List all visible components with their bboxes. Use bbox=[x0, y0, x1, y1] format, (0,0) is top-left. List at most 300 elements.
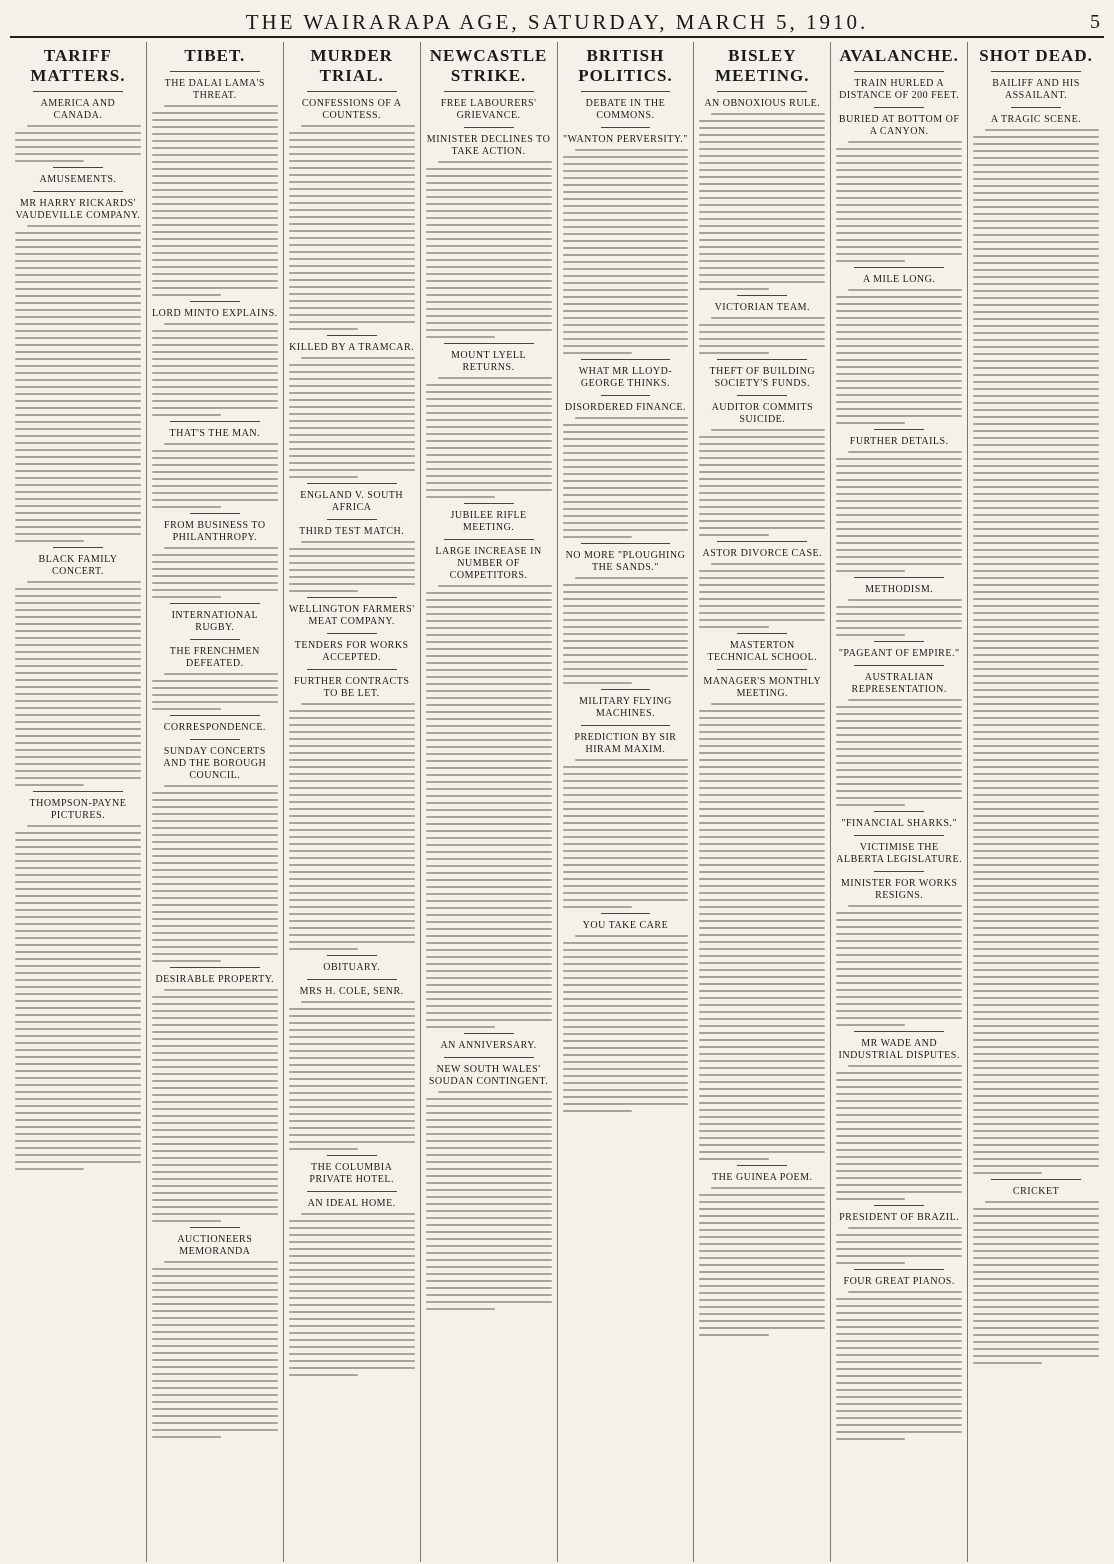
text-line bbox=[426, 1308, 495, 1310]
text-line bbox=[973, 423, 1099, 425]
text-line bbox=[289, 1297, 415, 1299]
article-body bbox=[836, 699, 962, 806]
text-line bbox=[426, 398, 552, 400]
text-line bbox=[699, 183, 825, 185]
text-line bbox=[699, 626, 768, 628]
text-line bbox=[563, 473, 689, 475]
text-line bbox=[426, 725, 552, 727]
text-line bbox=[152, 1213, 278, 1215]
text-line bbox=[836, 727, 962, 729]
section-heading: AN ANNIVERSARY. bbox=[440, 1040, 537, 1051]
text-line bbox=[15, 1042, 141, 1044]
article-body bbox=[563, 417, 689, 538]
text-line bbox=[289, 1332, 415, 1334]
text-line bbox=[152, 231, 278, 233]
text-line bbox=[973, 563, 1099, 565]
section-heading: CONFESSIONS OF A COUNTESS. bbox=[301, 98, 402, 121]
text-line bbox=[152, 1373, 278, 1375]
text-line bbox=[836, 954, 962, 956]
text-line bbox=[699, 485, 825, 487]
text-line bbox=[973, 402, 1099, 404]
text-line bbox=[15, 330, 141, 332]
text-line bbox=[699, 1032, 825, 1034]
text-line bbox=[289, 279, 415, 281]
text-line bbox=[563, 494, 689, 496]
text-line bbox=[426, 865, 552, 867]
text-line bbox=[426, 238, 552, 240]
text-line bbox=[152, 1303, 278, 1305]
text-line bbox=[289, 1029, 415, 1031]
divider bbox=[737, 395, 787, 396]
article-body bbox=[973, 1201, 1099, 1364]
text-line bbox=[699, 1151, 825, 1153]
text-line bbox=[836, 1361, 962, 1363]
text-line bbox=[563, 198, 689, 200]
text-line bbox=[973, 535, 1099, 537]
text-line bbox=[289, 1106, 415, 1108]
text-line bbox=[289, 1227, 415, 1229]
text-line bbox=[973, 542, 1099, 544]
section-heading: MOUNT LYELL RETURNS. bbox=[450, 350, 527, 373]
text-line bbox=[973, 332, 1099, 334]
text-line bbox=[289, 1290, 415, 1292]
text-line bbox=[426, 844, 552, 846]
text-line bbox=[152, 351, 278, 353]
text-line bbox=[973, 409, 1099, 411]
text-line bbox=[289, 223, 415, 225]
text-line bbox=[848, 599, 962, 601]
text-line bbox=[973, 577, 1099, 579]
text-line bbox=[289, 321, 415, 323]
text-line bbox=[563, 177, 689, 179]
column-headline: TIBET. bbox=[184, 46, 246, 65]
article-body bbox=[563, 759, 689, 908]
text-line bbox=[563, 1026, 689, 1028]
divider bbox=[170, 421, 260, 422]
text-line bbox=[836, 790, 962, 792]
divider bbox=[170, 603, 260, 604]
text-line bbox=[973, 829, 1099, 831]
text-line bbox=[289, 1008, 415, 1010]
text-line bbox=[15, 832, 141, 834]
text-line bbox=[973, 1257, 1099, 1259]
text-line bbox=[973, 1172, 1042, 1174]
article-body bbox=[289, 125, 415, 330]
text-line bbox=[289, 441, 415, 443]
text-line bbox=[836, 783, 962, 785]
text-line bbox=[289, 448, 415, 450]
text-line bbox=[152, 161, 278, 163]
text-line bbox=[985, 1201, 1099, 1203]
text-line bbox=[973, 304, 1099, 306]
text-line bbox=[289, 1339, 415, 1341]
text-line bbox=[426, 704, 552, 706]
text-line bbox=[152, 147, 278, 149]
text-line bbox=[973, 262, 1099, 264]
text-line bbox=[699, 1158, 768, 1160]
text-line bbox=[289, 385, 415, 387]
text-line bbox=[15, 428, 141, 430]
text-line bbox=[699, 513, 825, 515]
text-line bbox=[15, 888, 141, 890]
text-line bbox=[848, 699, 962, 701]
text-line bbox=[426, 1161, 552, 1163]
text-line bbox=[426, 1175, 552, 1177]
text-line bbox=[973, 1123, 1099, 1125]
text-line bbox=[563, 682, 632, 684]
text-line bbox=[973, 1278, 1099, 1280]
divider bbox=[464, 1033, 514, 1034]
text-line bbox=[563, 780, 689, 782]
text-line bbox=[152, 280, 278, 282]
text-line bbox=[152, 478, 278, 480]
text-line bbox=[973, 906, 1099, 908]
text-line bbox=[289, 174, 415, 176]
text-line bbox=[836, 919, 962, 921]
text-line bbox=[426, 739, 552, 741]
text-line bbox=[836, 1128, 962, 1130]
section-heading: FREE LABOURERS' GRIEVANCE. bbox=[440, 98, 537, 121]
text-line bbox=[426, 802, 552, 804]
text-line bbox=[563, 191, 689, 193]
article-body bbox=[836, 1291, 962, 1440]
text-line bbox=[289, 406, 415, 408]
text-line bbox=[152, 1359, 278, 1361]
text-line bbox=[15, 288, 141, 290]
column-1 bbox=[10, 42, 147, 1562]
section-heading: "FINANCIAL SHARKS." bbox=[841, 818, 957, 829]
text-line bbox=[426, 599, 552, 601]
text-line bbox=[836, 968, 962, 970]
text-line bbox=[152, 358, 278, 360]
text-line bbox=[164, 989, 278, 991]
text-line bbox=[426, 336, 495, 338]
article-body bbox=[152, 785, 278, 962]
divider bbox=[170, 967, 260, 968]
text-line bbox=[836, 176, 962, 178]
text-line bbox=[563, 233, 689, 235]
text-line bbox=[699, 983, 825, 985]
text-line bbox=[426, 475, 552, 477]
text-line bbox=[15, 372, 141, 374]
text-line bbox=[973, 941, 1099, 943]
text-line bbox=[426, 440, 552, 442]
text-line bbox=[289, 780, 415, 782]
text-line bbox=[15, 916, 141, 918]
text-line bbox=[289, 794, 415, 796]
text-line bbox=[699, 120, 825, 122]
divider bbox=[601, 913, 651, 914]
text-line bbox=[973, 283, 1099, 285]
text-line bbox=[152, 1401, 278, 1403]
text-line bbox=[15, 1077, 141, 1079]
text-line bbox=[836, 1431, 962, 1433]
text-line bbox=[699, 520, 825, 522]
text-line bbox=[426, 1133, 552, 1135]
column-4 bbox=[421, 42, 558, 1562]
text-line bbox=[699, 997, 825, 999]
section-heading: FURTHER DETAILS. bbox=[849, 436, 949, 447]
text-line bbox=[973, 1144, 1099, 1146]
text-line bbox=[699, 955, 825, 957]
text-line bbox=[563, 459, 689, 461]
text-line bbox=[152, 883, 278, 885]
text-line bbox=[563, 675, 689, 677]
text-line bbox=[836, 542, 962, 544]
text-line bbox=[426, 447, 552, 449]
text-line bbox=[152, 1010, 278, 1012]
text-line bbox=[289, 420, 415, 422]
text-line bbox=[164, 673, 278, 675]
text-line bbox=[426, 1259, 552, 1261]
section-heading: OBITUARY. bbox=[323, 962, 381, 973]
text-line bbox=[289, 822, 415, 824]
article-body bbox=[836, 141, 962, 262]
text-line bbox=[15, 1119, 141, 1121]
text-line bbox=[152, 224, 278, 226]
text-line bbox=[836, 296, 962, 298]
text-line bbox=[152, 1408, 278, 1410]
text-line bbox=[836, 479, 962, 481]
text-line bbox=[289, 1367, 415, 1369]
text-line bbox=[973, 395, 1099, 397]
text-line bbox=[15, 1105, 141, 1107]
text-line bbox=[699, 1201, 825, 1203]
article-body bbox=[152, 105, 278, 296]
text-line bbox=[152, 855, 278, 857]
text-line bbox=[699, 281, 825, 283]
text-line bbox=[699, 246, 825, 248]
text-line bbox=[152, 694, 278, 696]
text-line bbox=[426, 1252, 552, 1254]
text-line bbox=[563, 205, 689, 207]
text-line bbox=[152, 1331, 278, 1333]
text-line bbox=[836, 1121, 962, 1123]
text-line bbox=[836, 1241, 962, 1243]
text-line bbox=[836, 804, 905, 806]
text-line bbox=[973, 255, 1099, 257]
text-line bbox=[152, 1296, 278, 1298]
divider bbox=[854, 71, 944, 72]
text-line bbox=[699, 598, 825, 600]
section-heading: DISORDERED FINANCE. bbox=[564, 402, 687, 413]
text-line bbox=[836, 1093, 962, 1095]
text-line bbox=[426, 935, 552, 937]
text-line bbox=[152, 1366, 278, 1368]
text-line bbox=[973, 920, 1099, 922]
text-line bbox=[973, 1095, 1099, 1097]
text-line bbox=[563, 310, 689, 312]
text-line bbox=[836, 415, 962, 417]
text-line bbox=[563, 794, 689, 796]
text-line bbox=[426, 613, 552, 615]
text-line bbox=[973, 1165, 1099, 1167]
article-body bbox=[152, 1261, 278, 1438]
text-line bbox=[426, 893, 552, 895]
text-line bbox=[15, 721, 141, 723]
text-line bbox=[426, 482, 552, 484]
text-line bbox=[699, 808, 825, 810]
text-line bbox=[426, 1266, 552, 1268]
text-line bbox=[836, 1198, 905, 1200]
text-line bbox=[699, 948, 825, 950]
section-heading: SUNDAY CONCERTS AND THE BOROUGH COUNCIL. bbox=[163, 746, 267, 781]
text-line bbox=[699, 169, 825, 171]
text-line bbox=[15, 533, 141, 535]
text-line bbox=[289, 738, 415, 740]
text-line bbox=[973, 1151, 1099, 1153]
text-line bbox=[973, 892, 1099, 894]
text-line bbox=[15, 1028, 141, 1030]
text-line bbox=[152, 561, 278, 563]
text-line bbox=[563, 970, 689, 972]
text-line bbox=[699, 1243, 825, 1245]
section-heading: BURIED AT BOTTOM OF A CANYON. bbox=[838, 114, 960, 137]
text-line bbox=[563, 275, 689, 277]
text-line bbox=[836, 961, 962, 963]
text-line bbox=[152, 238, 278, 240]
text-line bbox=[711, 429, 825, 431]
section-heading: THOMPSON-PAYNE PICTURES. bbox=[29, 798, 127, 821]
text-line bbox=[152, 806, 278, 808]
text-line bbox=[289, 829, 415, 831]
text-line bbox=[426, 1238, 552, 1240]
article-body bbox=[152, 673, 278, 710]
text-line bbox=[699, 141, 825, 143]
text-line bbox=[848, 1065, 962, 1067]
text-line bbox=[152, 407, 278, 409]
text-line bbox=[699, 162, 825, 164]
text-line bbox=[152, 1199, 278, 1201]
text-line bbox=[426, 1140, 552, 1142]
text-line bbox=[152, 203, 278, 205]
text-line bbox=[289, 1036, 415, 1038]
text-line bbox=[973, 1046, 1099, 1048]
text-line bbox=[973, 528, 1099, 530]
text-line bbox=[836, 1298, 962, 1300]
text-line bbox=[289, 139, 415, 141]
divider bbox=[327, 633, 377, 634]
divider bbox=[307, 1191, 397, 1192]
text-line bbox=[973, 584, 1099, 586]
text-line bbox=[563, 584, 689, 586]
text-line bbox=[563, 906, 632, 908]
divider bbox=[717, 541, 807, 542]
text-line bbox=[699, 773, 825, 775]
text-line bbox=[699, 436, 825, 438]
text-line bbox=[973, 871, 1099, 873]
text-line bbox=[563, 261, 689, 263]
divider bbox=[874, 811, 924, 812]
text-line bbox=[15, 274, 141, 276]
text-line bbox=[699, 766, 825, 768]
text-line bbox=[699, 155, 825, 157]
text-line bbox=[289, 1318, 415, 1320]
text-line bbox=[699, 843, 825, 845]
text-line bbox=[973, 738, 1099, 740]
section-heading: BAILIFF AND HIS ASSAILANT. bbox=[992, 78, 1080, 101]
text-line bbox=[164, 1261, 278, 1263]
text-line bbox=[836, 239, 962, 241]
text-line bbox=[973, 206, 1099, 208]
masthead bbox=[10, 8, 1104, 38]
text-line bbox=[973, 444, 1099, 446]
text-line bbox=[289, 724, 415, 726]
article-body bbox=[836, 905, 962, 1026]
text-line bbox=[836, 225, 962, 227]
text-line bbox=[289, 364, 415, 366]
text-line bbox=[289, 1064, 415, 1066]
text-line bbox=[152, 862, 278, 864]
text-line bbox=[15, 267, 141, 269]
text-line bbox=[563, 864, 689, 866]
text-line bbox=[15, 937, 141, 939]
text-line bbox=[836, 211, 962, 213]
text-line bbox=[15, 972, 141, 974]
text-line bbox=[699, 218, 825, 220]
divider bbox=[737, 295, 787, 296]
text-line bbox=[563, 452, 689, 454]
text-line bbox=[426, 627, 552, 629]
text-line bbox=[426, 669, 552, 671]
text-line bbox=[973, 1222, 1099, 1224]
text-line bbox=[575, 935, 689, 937]
text-line bbox=[973, 451, 1099, 453]
text-line bbox=[699, 913, 825, 915]
text-line bbox=[426, 900, 552, 902]
text-line bbox=[289, 1022, 415, 1024]
text-line bbox=[836, 769, 962, 771]
text-line bbox=[973, 913, 1099, 915]
text-line bbox=[563, 1033, 689, 1035]
text-line bbox=[699, 225, 825, 227]
article-body bbox=[699, 563, 825, 628]
text-line bbox=[426, 1287, 552, 1289]
divider bbox=[737, 1165, 787, 1166]
text-line bbox=[426, 655, 552, 657]
text-line bbox=[563, 156, 689, 158]
text-line bbox=[27, 581, 141, 583]
text-line bbox=[301, 1213, 415, 1215]
text-line bbox=[973, 745, 1099, 747]
text-line bbox=[973, 248, 1099, 250]
text-line bbox=[699, 976, 825, 978]
text-line bbox=[836, 1305, 962, 1307]
divider bbox=[307, 597, 397, 598]
text-line bbox=[426, 1182, 552, 1184]
text-line bbox=[563, 508, 689, 510]
text-line bbox=[699, 457, 825, 459]
text-line bbox=[973, 710, 1099, 712]
text-line bbox=[15, 1035, 141, 1037]
text-line bbox=[289, 427, 415, 429]
text-line bbox=[563, 536, 632, 538]
text-line bbox=[973, 164, 1099, 166]
text-line bbox=[152, 1178, 278, 1180]
text-line bbox=[289, 434, 415, 436]
text-line bbox=[699, 471, 825, 473]
text-line bbox=[563, 254, 689, 256]
text-line bbox=[699, 288, 768, 290]
text-line bbox=[973, 983, 1099, 985]
text-line bbox=[15, 1140, 141, 1142]
text-line bbox=[426, 858, 552, 860]
text-line bbox=[152, 1073, 278, 1075]
text-line bbox=[563, 899, 689, 901]
text-line bbox=[152, 365, 278, 367]
text-line bbox=[152, 1164, 278, 1166]
text-line bbox=[15, 958, 141, 960]
